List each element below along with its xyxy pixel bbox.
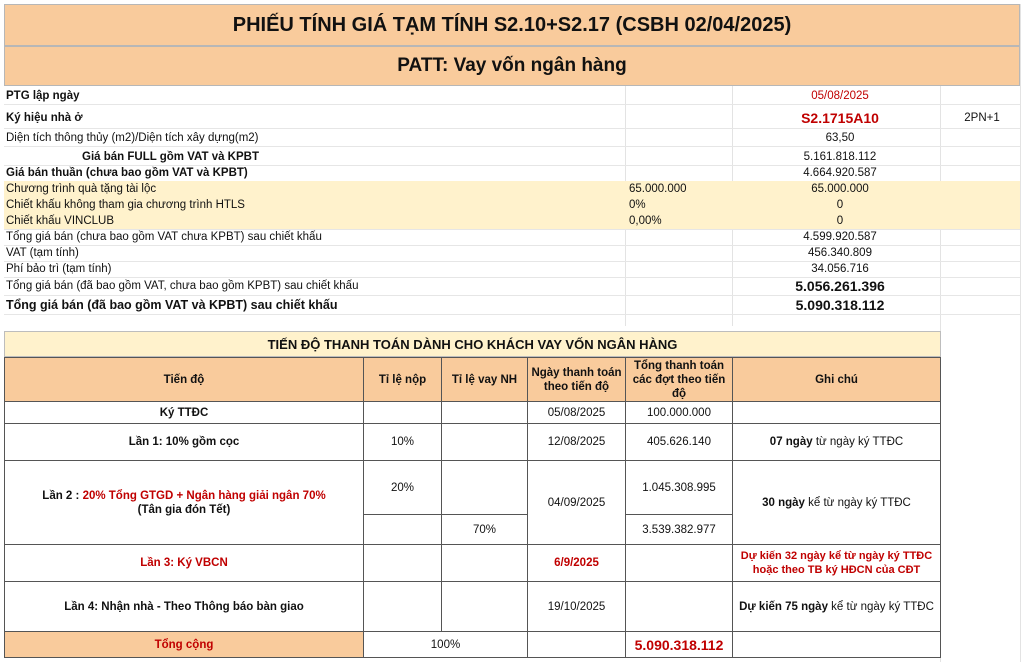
note-4 <box>732 581 941 632</box>
row-vinclub <box>4 213 1020 230</box>
full-price-label: Giá bán FULL gồm VAT và KPBT <box>82 151 259 163</box>
stage-2 <box>4 460 364 545</box>
htls-value: 0 <box>836 199 844 211</box>
note-4-text: kể từ ngày ký TTĐC <box>827 600 934 613</box>
area-value: 63,50 <box>825 132 855 144</box>
maintenance-value: 34.056.716 <box>811 263 869 275</box>
note-3 <box>732 544 941 582</box>
row-gift <box>4 181 1020 198</box>
date-ttdc: 05/08/2025 <box>527 401 626 424</box>
vat-label: VAT (tạm tính) <box>6 247 79 259</box>
unit-label: Ký hiệu nhà ở <box>6 112 83 124</box>
ptg-value: 05/08/2025 <box>811 90 869 102</box>
row-total-excl <box>4 229 1020 246</box>
total-date-cell <box>527 631 626 658</box>
date-1: 12/08/2025 <box>527 423 626 461</box>
note-2 <box>732 460 941 545</box>
rate-cell <box>363 544 442 582</box>
vinclub-label: Chiết khấu VINCLUB <box>6 215 115 227</box>
amount-cell <box>625 544 733 582</box>
col-rate-header: Tỉ lệ nộp <box>363 357 442 402</box>
rate-cell <box>363 581 442 632</box>
loan-cell <box>441 460 528 515</box>
date-2: 04/09/2025 <box>527 460 626 545</box>
rate-cell <box>363 401 442 424</box>
stage-2-detail: 20% Tổng GTGD + Ngân hàng giải ngân 70% <box>82 489 326 502</box>
row-full-price <box>4 149 1020 166</box>
note-2-text: kể từ ngày ký TTĐC <box>804 496 911 509</box>
vat-value: 456.340.809 <box>808 247 872 259</box>
unit-type: 2PN+1 <box>964 112 1000 124</box>
row-vat <box>4 245 1020 262</box>
note-2-days: 30 ngày <box>762 496 805 509</box>
net-price-value: 4.664.920.587 <box>803 167 877 179</box>
note-1 <box>732 423 941 461</box>
loan-cell <box>441 401 528 424</box>
total-excl-label: Tổng giá bán (chưa bao gồm VAT chưa KPBT) sau chiết khấu <box>6 231 322 243</box>
date-3: 6/9/2025 <box>527 544 626 582</box>
ptg-label: PTG lập ngày <box>6 90 80 102</box>
gift-value: 65.000.000 <box>811 183 869 195</box>
stage-ttdc: Ký TTĐC <box>4 401 364 424</box>
gift-rate: 65.000.000 <box>629 183 687 195</box>
stage-2-subtitle: (Tân gia đón Tết) <box>137 503 231 516</box>
stage-2-prefix: Lần 2 : <box>42 489 83 502</box>
vinclub-value: 0 <box>836 215 844 227</box>
stage-3: Lần 3: Ký VBCN <box>4 544 364 582</box>
total-vat-label: Tổng giá bán (đã bao gồm VAT, chưa bao gồm KPBT) sau chiết khấu <box>6 280 359 292</box>
amount-1: 405.626.140 <box>625 423 733 461</box>
row-htls <box>4 197 1020 214</box>
loan-cell <box>441 581 528 632</box>
note-4-days: Dự kiến 75 ngày <box>739 600 828 613</box>
amount-2a: 1.045.308.995 <box>625 460 733 515</box>
rate-1: 10% <box>363 423 442 461</box>
note-1-text: từ ngày ký TTĐC <box>812 436 904 448</box>
total-amount: 5.090.318.112 <box>625 631 733 658</box>
row-grand-total <box>4 296 1020 315</box>
stage-4: Lần 4: Nhận nhà - Theo Thông báo bàn giao <box>4 581 364 632</box>
total-note-cell <box>732 631 941 658</box>
unit-code: S2.1715A10 <box>801 110 879 126</box>
maintenance-label: Phí bảo trì (tạm tính) <box>6 263 112 275</box>
row-net-price <box>4 165 1020 182</box>
total-vat-value: 5.056.261.396 <box>795 278 885 294</box>
loan-cell <box>441 423 528 461</box>
total-excl-value: 4.599.920.587 <box>803 231 877 243</box>
grand-total-value: 5.090.318.112 <box>795 297 885 313</box>
grand-total-label: Tổng giá bán (đã bao gồm VAT và KPBT) sau chiết khấu <box>6 298 338 312</box>
rate-cell <box>363 514 442 545</box>
note-3-line1: Dự kiến 32 ngày kể từ ngày ký TTĐC <box>740 550 933 562</box>
amount-2b: 3.539.382.977 <box>625 514 733 545</box>
row-total-vat <box>4 277 1020 296</box>
note-3-line2: hoặc theo TB ký HĐCN của CĐT <box>752 564 921 576</box>
amount-ttdc: 100.000.000 <box>625 401 733 424</box>
note-cell <box>732 401 941 424</box>
htls-rate: 0% <box>629 199 646 211</box>
total-rate: 100% <box>363 631 528 658</box>
row-ptg-date <box>4 88 1020 105</box>
row-area <box>4 130 1020 147</box>
loan-2: 70% <box>441 514 528 545</box>
row-maintenance <box>4 261 1020 278</box>
total-label: Tổng cộng <box>4 631 364 658</box>
col-loan-header: Tỉ lệ vay NH <box>441 357 528 402</box>
htls-label: Chiết khấu không tham gia chương trình HTLS <box>6 199 245 211</box>
payment-schedule-title: TIẾN ĐỘ THANH TOÁN DÀNH CHO KHÁCH VAY VỐN NGÂN HÀNG <box>4 331 941 357</box>
full-price-value: 5.161.818.112 <box>803 151 877 163</box>
area-label: Diện tích thông thủy (m2)/Diện tích xây dựng(m2) <box>6 132 259 144</box>
date-4: 19/10/2025 <box>527 581 626 632</box>
vinclub-rate: 0,00% <box>629 215 662 227</box>
loan-cell <box>441 544 528 582</box>
col-date-header: Ngày thanh toán theo tiến độ <box>527 357 626 402</box>
amount-cell <box>625 581 733 632</box>
note-1-days: 07 ngày <box>769 436 813 448</box>
col-stage-header: Tiến độ <box>4 357 364 402</box>
plan-subtitle: PATT: Vay vốn ngân hàng <box>4 46 1020 86</box>
rate-2: 20% <box>363 460 442 515</box>
row-unit <box>4 108 1020 129</box>
sheet-title: PHIẾU TÍNH GIÁ TẠM TÍNH S2.10+S2.17 (CSBH 02/04/2025) <box>4 4 1020 46</box>
net-price-label: Giá bán thuần (chưa bao gồm VAT và KPBT) <box>6 167 248 179</box>
col-note-header: Ghi chú <box>732 357 941 402</box>
gift-label: Chương trình quà tặng tài lộc <box>6 183 157 195</box>
col-amount-header: Tổng thanh toán các đợt theo tiến độ <box>625 357 733 402</box>
stage-1: Lần 1: 10% gồm cọc <box>4 423 364 461</box>
